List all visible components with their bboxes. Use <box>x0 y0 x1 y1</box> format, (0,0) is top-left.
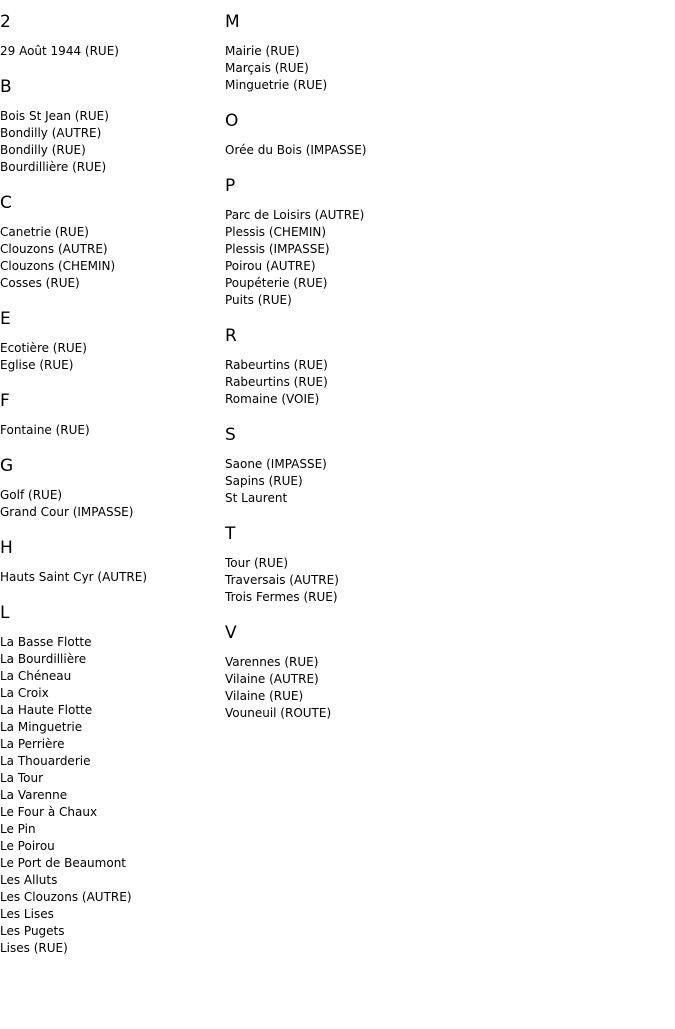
section-letter-heading: H <box>0 538 13 558</box>
street-list-item[interactable]: Les Alluts <box>0 873 58 887</box>
street-list-item[interactable]: Les Clouzons (AUTRE) <box>0 890 132 904</box>
street-list-item[interactable]: Rabeurtins (RUE) <box>225 358 328 372</box>
section-letter-heading: R <box>225 326 237 346</box>
section-letter-heading: 2 <box>0 12 11 32</box>
street-list-item[interactable]: Rabeurtins (RUE) <box>225 375 328 389</box>
street-list-item[interactable]: Le Pin <box>0 822 36 836</box>
street-list-item[interactable]: Canetrie (RUE) <box>0 225 89 239</box>
street-list-item[interactable]: Plessis (CHEMIN) <box>225 225 327 239</box>
street-list-item[interactable]: Mairie (RUE) <box>225 44 300 58</box>
street-list <box>0 634 220 957</box>
street-list <box>0 569 220 586</box>
letter-section <box>0 9 220 60</box>
street-index-right-column <box>225 9 445 736</box>
street-list-item[interactable]: Les Pugets <box>0 924 65 938</box>
street-list-item[interactable]: Trois Fermes (RUE) <box>225 590 338 604</box>
letter-section <box>225 521 445 606</box>
street-list <box>225 357 445 408</box>
street-list-item[interactable]: Clouzons (AUTRE) <box>0 242 108 256</box>
street-list-item[interactable]: Le Four à Chaux <box>0 805 98 819</box>
street-list-item[interactable]: Bois St Jean (RUE) <box>0 109 109 123</box>
street-list-item[interactable]: Ecotière (RUE) <box>0 341 87 355</box>
street-list <box>0 340 220 374</box>
letter-section <box>0 600 220 957</box>
section-letter-heading: M <box>225 12 240 32</box>
street-list-item[interactable]: Le Poirou <box>0 839 55 853</box>
street-list-item[interactable]: Puits (RUE) <box>225 293 292 307</box>
street-list-item[interactable]: La Bourdillière <box>0 652 87 666</box>
section-letter-heading: F <box>0 391 10 411</box>
section-letter-heading: P <box>225 176 236 196</box>
street-list <box>225 456 445 507</box>
street-list-item[interactable]: Bourdillière (RUE) <box>0 160 107 174</box>
street-list-item[interactable]: Varennes (RUE) <box>225 655 319 669</box>
letter-section <box>0 306 220 374</box>
street-list-item[interactable]: Tour (RUE) <box>225 556 289 570</box>
street-index-left-column <box>0 9 220 971</box>
street-list <box>225 207 445 309</box>
street-list-item[interactable]: La Varenne <box>0 788 68 802</box>
letter-section <box>225 173 445 309</box>
street-list-item[interactable]: Minguetrie (RUE) <box>225 78 328 92</box>
street-list-item[interactable]: Bondilly (RUE) <box>0 143 86 157</box>
section-letter-heading: O <box>225 111 239 131</box>
street-list-item[interactable]: Marçais (RUE) <box>225 61 309 75</box>
letter-section <box>225 9 445 94</box>
section-letter-heading: V <box>225 623 237 643</box>
street-list-item[interactable]: Cosses (RUE) <box>0 276 80 290</box>
street-list-item[interactable]: Lises (RUE) <box>0 941 68 955</box>
letter-section <box>225 108 445 159</box>
letter-section <box>0 190 220 292</box>
street-list-item[interactable]: La Haute Flotte <box>0 703 93 717</box>
street-list-item[interactable]: La Tour <box>0 771 44 785</box>
letter-section <box>225 422 445 507</box>
street-list-item[interactable]: Vilaine (AUTRE) <box>225 672 319 686</box>
street-list-item[interactable]: Orée du Bois (IMPASSE) <box>225 143 367 157</box>
street-list <box>0 224 220 292</box>
section-letter-heading: G <box>0 456 14 476</box>
street-list-item[interactable]: Fontaine (RUE) <box>0 423 90 437</box>
street-list-item[interactable]: Sapins (RUE) <box>225 474 303 488</box>
section-letter-heading: C <box>0 193 12 213</box>
street-list-item[interactable]: St Laurent <box>225 491 288 505</box>
letter-section <box>0 388 220 439</box>
letter-section <box>0 74 220 176</box>
street-list-item[interactable]: La Minguetrie <box>0 720 83 734</box>
street-list-item[interactable]: Bondilly (AUTRE) <box>0 126 102 140</box>
street-list <box>0 422 220 439</box>
section-letter-heading: B <box>0 77 12 97</box>
street-list <box>225 43 445 94</box>
street-list-item[interactable]: La Chéneau <box>0 669 72 683</box>
letter-section <box>225 620 445 722</box>
street-list <box>225 555 445 606</box>
letter-section <box>0 453 220 521</box>
street-list-item[interactable]: La Thouarderie <box>0 754 91 768</box>
street-list-item[interactable]: Poupéterie (RUE) <box>225 276 328 290</box>
letter-section <box>225 323 445 408</box>
street-list-item[interactable]: La Croix <box>0 686 49 700</box>
street-list-item[interactable]: Vilaine (RUE) <box>225 689 304 703</box>
street-list-item[interactable]: 29 Août 1944 (RUE) <box>0 44 119 58</box>
section-letter-heading: S <box>225 425 236 445</box>
street-list-item[interactable]: Vouneuil (ROUTE) <box>225 706 332 720</box>
section-letter-heading: E <box>0 309 11 329</box>
section-letter-heading: T <box>225 524 236 544</box>
street-list-item[interactable]: Clouzons (CHEMIN) <box>0 259 116 273</box>
street-list-item[interactable]: Romaine (VOIE) <box>225 392 320 406</box>
street-list-item[interactable]: La Perrière <box>0 737 65 751</box>
street-list-item[interactable]: Grand Cour (IMPASSE) <box>0 505 134 519</box>
street-list-item[interactable]: La Basse Flotte <box>0 635 92 649</box>
street-list <box>0 43 220 60</box>
street-list-item[interactable]: Traversais (AUTRE) <box>225 573 339 587</box>
street-list <box>225 654 445 722</box>
street-list <box>0 108 220 176</box>
street-list-item[interactable]: Golf (RUE) <box>0 488 63 502</box>
street-list-item[interactable]: Le Port de Beaumont <box>0 856 127 870</box>
section-letter-heading: L <box>0 603 10 623</box>
street-list-item[interactable]: Poirou (AUTRE) <box>225 259 316 273</box>
street-list-item[interactable]: Parc de Loisirs (AUTRE) <box>225 208 365 222</box>
street-list <box>0 487 220 521</box>
letter-section <box>0 535 220 586</box>
street-list-item[interactable]: Saone (IMPASSE) <box>225 457 327 471</box>
street-list-item[interactable]: Hauts Saint Cyr (AUTRE) <box>0 570 148 584</box>
street-list <box>225 142 445 159</box>
street-list-item[interactable]: Les Lises <box>0 907 54 921</box>
street-list-item[interactable]: Eglise (RUE) <box>0 358 74 372</box>
street-list-item[interactable]: Plessis (IMPASSE) <box>225 242 330 256</box>
